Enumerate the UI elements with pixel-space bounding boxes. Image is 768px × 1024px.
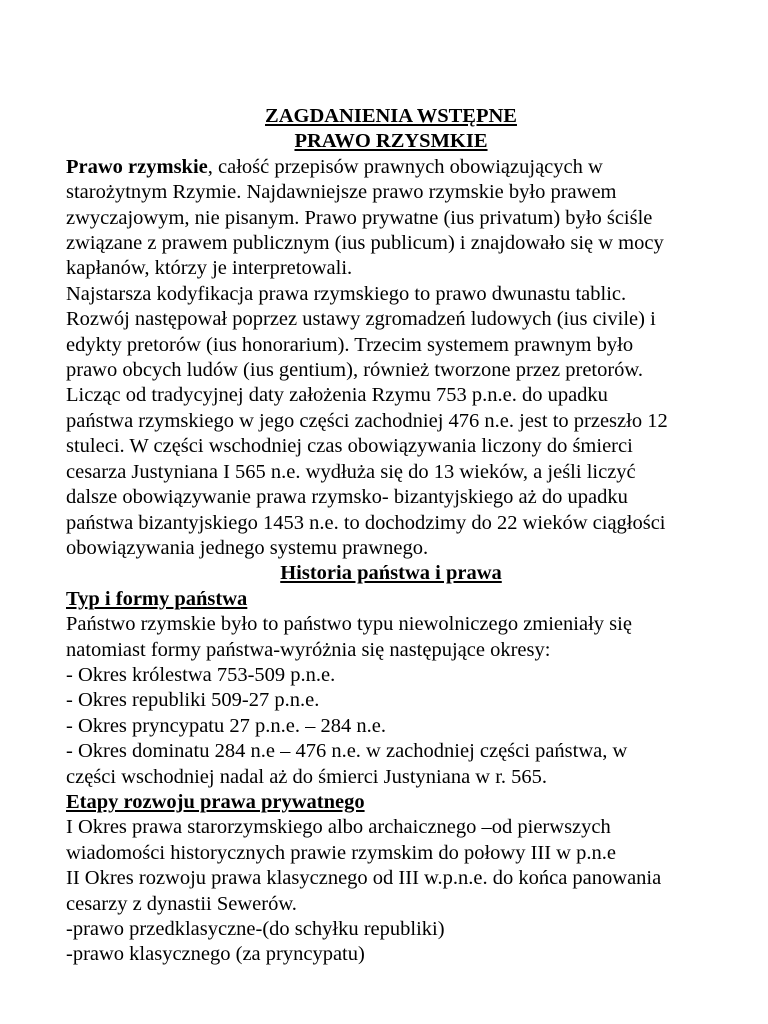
text-line: kapłanów, którzy je interpretowali. (66, 257, 353, 280)
text-line: zwyczajowym, nie pisanym. Prawo prywatne (ius privatum) było ściśle (66, 206, 653, 229)
text-line: cesarza Justyniana I 565 n.e. wydłuża się do 13 wieków, a jeśli liczyć (66, 460, 636, 483)
text-line: - Okres królestwa 753-509 p.n.e. (66, 663, 336, 686)
section-types-heading: Typ i formy państwa (66, 587, 248, 610)
text-line: Licząc od tradycyjnej daty założenia Rzymu 753 p.n.e. do upadku (66, 384, 608, 407)
section-stages-heading: Etapy rozwoju prawa prywatnego (66, 790, 365, 813)
intro-paragraph (66, 180, 716, 561)
text-line: Rozwój następował poprzez ustawy zgromadzeń ludowych (ius civile) i (66, 308, 656, 331)
text-line: - Okres republiki 509-27 p.n.e. (66, 689, 320, 712)
text-line: Najstarsza kodyfikacja prawa rzymskiego to prawo dwunastu tablic. (66, 282, 627, 305)
document-page (66, 104, 716, 968)
section-stages-body (66, 815, 716, 967)
text-line: państwa rzymskiego w jego części zachodniej 476 n.e. jest to przeszło 12 (66, 409, 668, 432)
section-types-body (66, 612, 716, 790)
intro-bold-term: Prawo rzymskie (66, 155, 208, 178)
section-history-title: Historia państwa i prawa (280, 562, 502, 585)
text-line: - Okres pryncypatu 27 p.n.e. – 284 n.e. (66, 714, 386, 737)
text-line: starożytnym Rzymie. Najdawniejsze prawo rzymskie było prawem (66, 181, 617, 204)
document-title: ZAGDANIENIA WSTĘPNE (265, 105, 517, 127)
intro-first-line (66, 155, 716, 180)
text-line: wiadomości historycznych prawie rzymskim do połowy III w p.n.e (66, 841, 616, 864)
text-line: państwa bizantyjskiego 1453 n.e. to dochodzimy do 22 wieków ciągłości (66, 511, 666, 534)
text-line: -prawo przedklasyczne-(do schyłku republiki) (66, 918, 445, 940)
text-line: edykty pretorów (ius honorarium). Trzecim systemem prawnym było (66, 333, 634, 356)
text-line: prawo obcych ludów (ius gentium), również tworzone przez pretorów. (66, 359, 644, 382)
text-line: związane z prawem publicznym (ius publicum) i znajdowało się w mocy (66, 232, 664, 255)
text-line: - Okres dominatu 284 n.e – 476 n.e. w zachodniej części państwa, w (66, 740, 628, 763)
document-subtitle: PRAWO RZYSMKIE (294, 130, 488, 153)
text-line: Państwo rzymskie było to państwo typu niewolniczego zmieniały się (66, 613, 632, 636)
text-line: dalsze obowiązywanie prawa rzymsko- bizantyjskiego aż do upadku (66, 486, 628, 509)
text-line: I Okres prawa starorzymskiego albo archaicznego –od pierwszych (66, 816, 611, 839)
text-line: części wschodniej nadal aż do śmierci Justyniana w r. 565. (66, 765, 548, 788)
text-line: obowiązywania jednego systemu prawnego. (66, 536, 429, 559)
text-line: natomiast formy państwa-wyróżnia się następujące okresy: (66, 638, 551, 661)
text-line: -prawo klasycznego (za pryncypatu) (66, 943, 365, 966)
text-line: cesarzy z dynastii Sewerów. (66, 892, 297, 915)
intro-first-line-rest: , całość przepisów prawnych obowiązujących w (207, 155, 603, 178)
text-line: stuleci. W części wschodniej czas obowiązywania liczony do śmierci (66, 435, 633, 458)
text-line: II Okres rozwoju prawa klasycznego od III w.p.n.e. do końca panowania (66, 867, 662, 890)
